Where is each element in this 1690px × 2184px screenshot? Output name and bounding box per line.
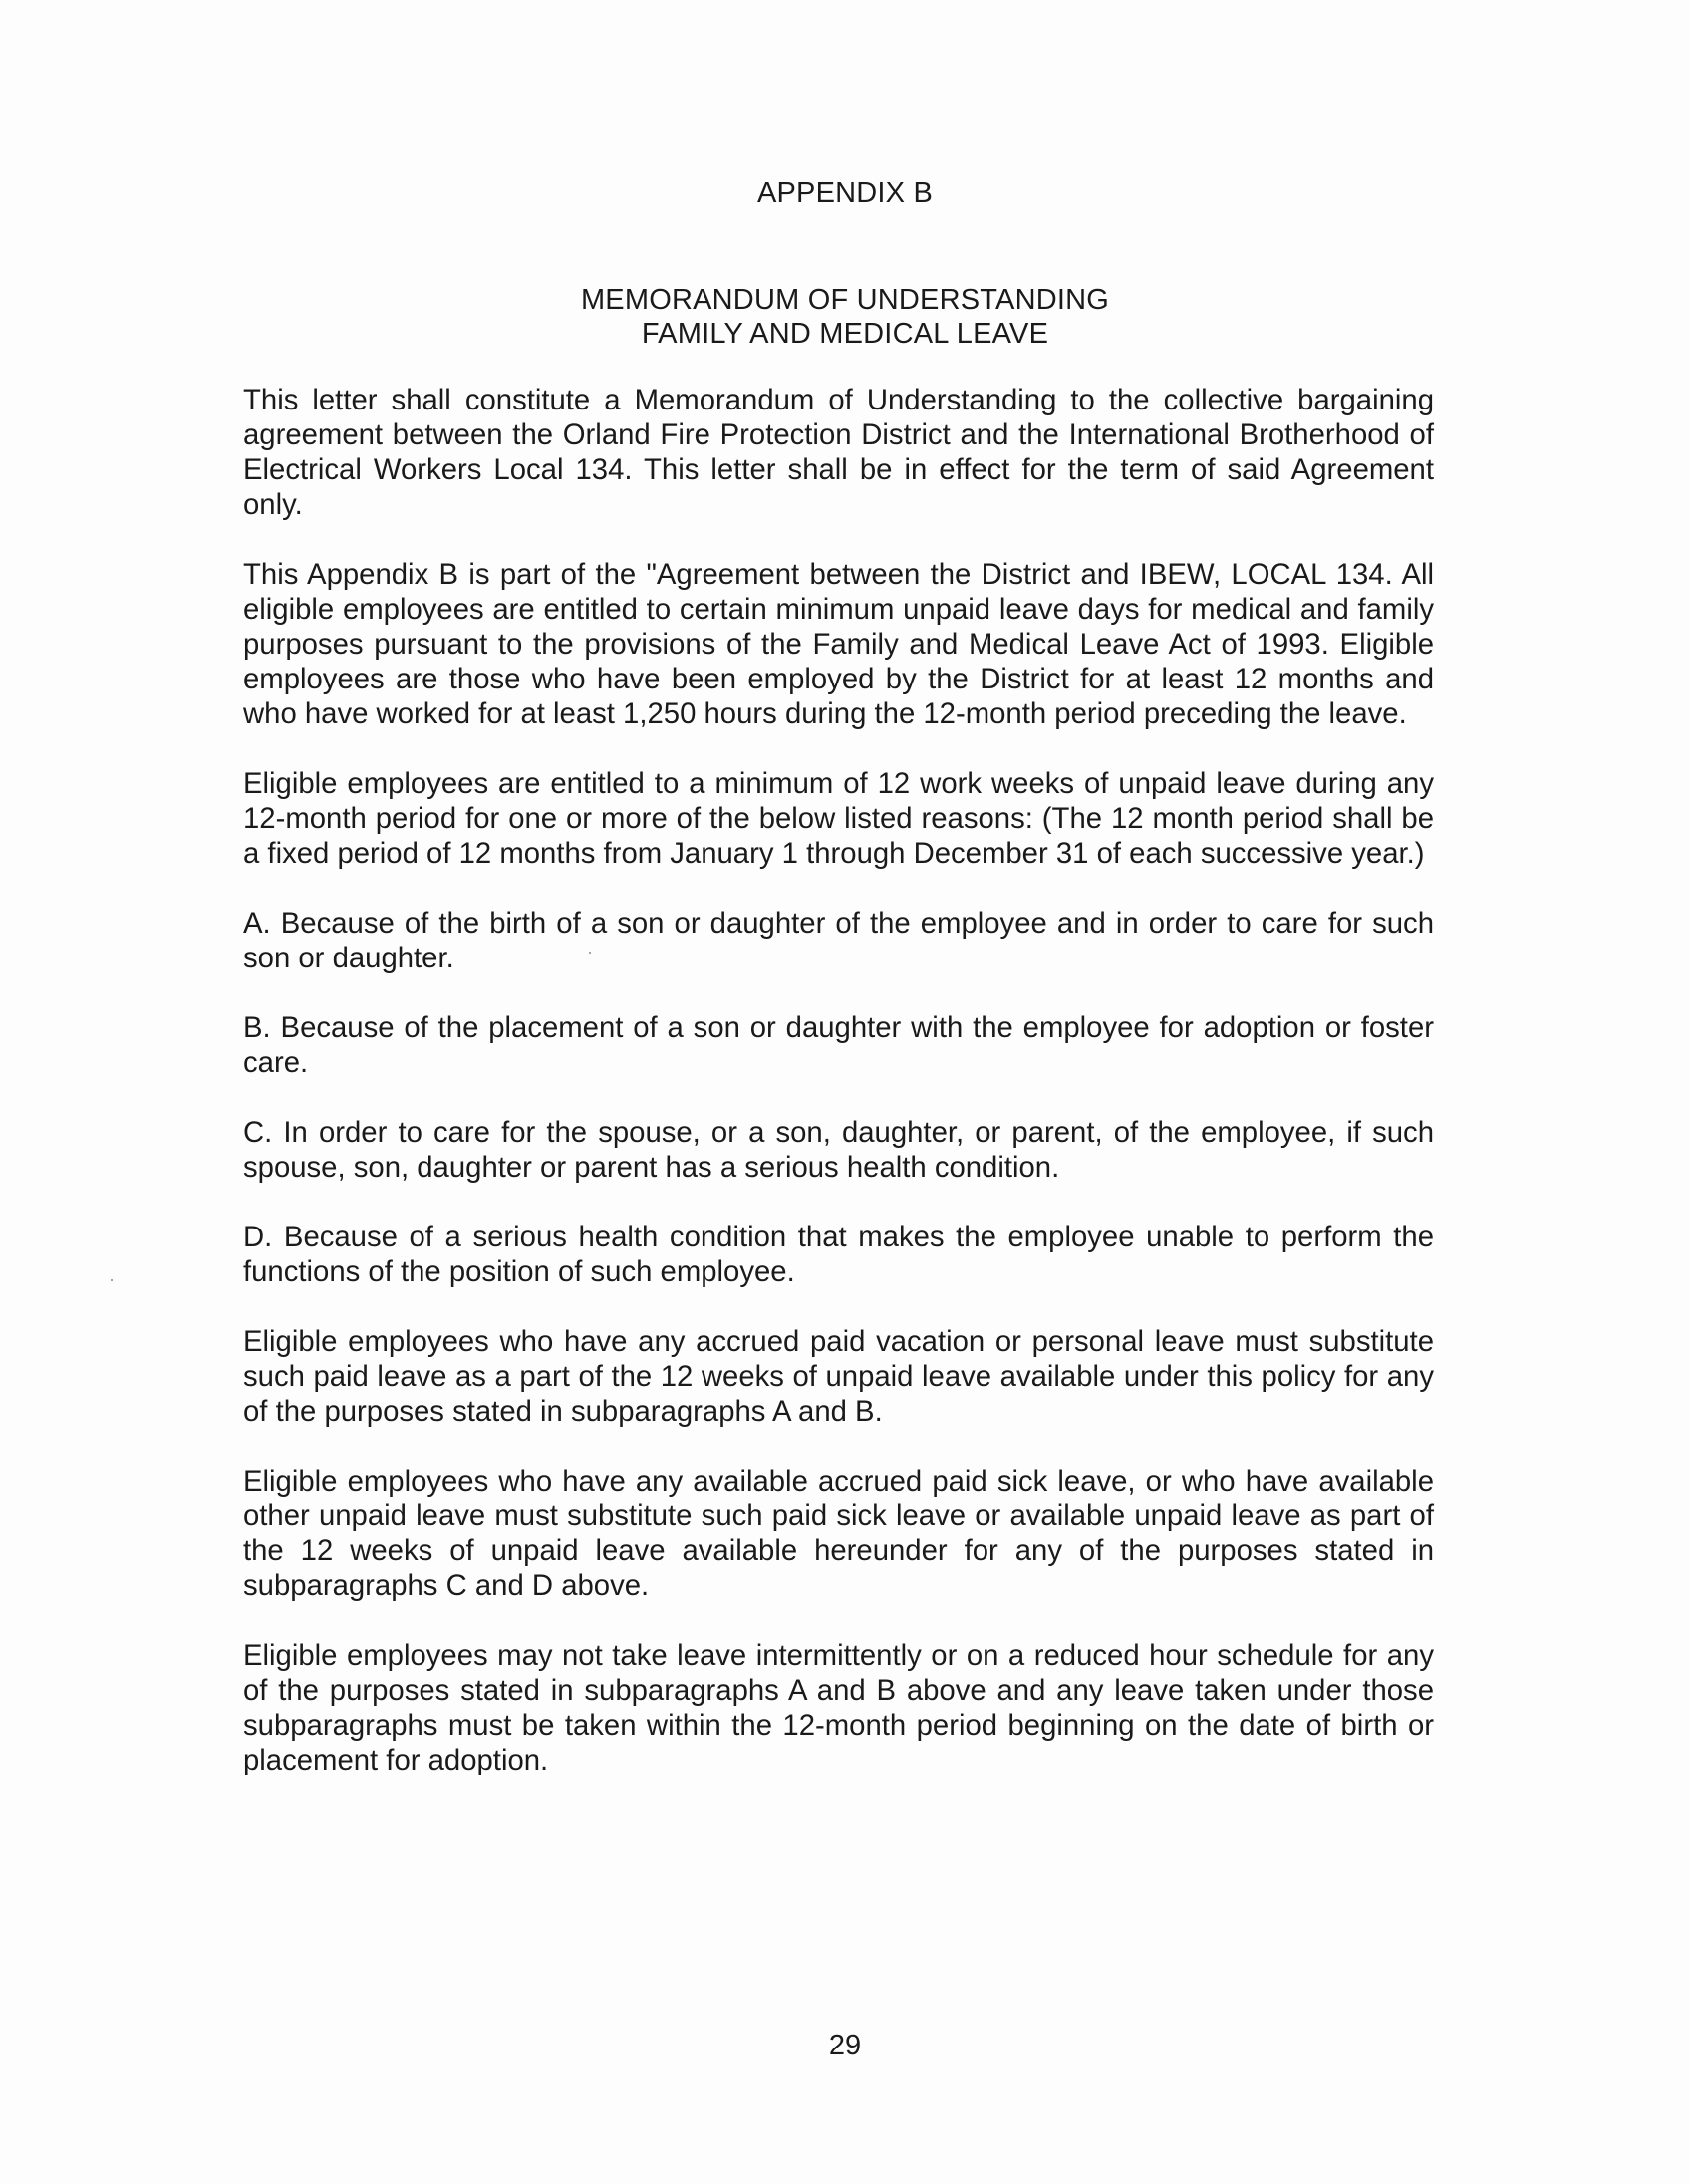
paragraph-reason-b: B. Because of the placement of a son or daughter with the employee for adoption or foster care. <box>243 1011 1434 1079</box>
paragraph-reason-d: D. Because of a serious health condition that makes the employee unable to perform the functions of the position of such employee. <box>243 1221 1434 1288</box>
page-number: 29 <box>828 2030 862 2061</box>
paragraph-reason-c: C. In order to care for the spouse, or a son, daughter, or parent, of the employee, if such spouse, son, daughter or parent has a serious health condition. <box>243 1116 1434 1184</box>
paragraph-intermittent-leave: Eligible employees may not take leave intermittently or on a reduced hour schedule for any of the purposes stated in subparagraphs A and B above and any leave taken under those subparagraphs must be taken within the 12-month period beginning on the date of birth or placement for adoption. <box>243 1639 1434 1776</box>
paragraph-reason-a: A. Because of the birth of a son or daughter of the employee and in order to care for such son or daughter. <box>243 907 1434 974</box>
memo-body <box>243 383 1434 1812</box>
appendix-title: APPENDIX B <box>756 177 934 209</box>
paragraph-sick-leave-substitution: Eligible employees who have any available accrued paid sick leave, or who have available other unpaid leave must substitute such paid sick leave or available unpaid leave as part of the 12 weeks of unpaid leave available hereunder for any of the purposes stated in subparagraphs C and D above. <box>243 1465 1434 1602</box>
paragraph-vacation-substitution: Eligible employees who have any accrued paid vacation or personal leave must substitute such paid leave as a part of the 12 weeks of unpaid leave available under this policy for any of the purposes stated in subparagraphs A and B. <box>243 1325 1434 1428</box>
paragraph-intro: This letter shall constitute a Memorandum of Understanding to the collective bargaining agreement between the Orland Fire Protection District and the International Brotherhood of Electrical Workers Local 134. This letter shall be in effect for the term of said Agreement only. <box>243 384 1434 521</box>
scan-speck <box>111 1279 113 1281</box>
memo-title-line-1: MEMORANDUM OF UNDERSTANDING <box>580 284 1110 316</box>
memo-title <box>0 283 1690 351</box>
paragraph-entitlement: Eligible employees are entitled to a minimum of 12 work weeks of unpaid leave during any 12-month period for one or more of the below listed reasons: (The 12 month period shall be a fixed period of 12 months from January 1 through December 31 of each successive year.) <box>243 767 1434 870</box>
scan-speck <box>589 952 591 954</box>
memo-title-line-2: FAMILY AND MEDICAL LEAVE <box>641 318 1049 350</box>
paragraph-eligibility: This Appendix B is part of the "Agreement between the District and IBEW, LOCAL 134. All eligible employees are entitled to certain minimum unpaid leave days for medical and family purposes pursuant to the provisions of the Family and Medical Leave Act of 1993. Eligible employees are those who have been employed by the District for at least 12 months and who have worked for at least 1,250 hours during the 12-month period preceding the leave. <box>243 558 1434 730</box>
